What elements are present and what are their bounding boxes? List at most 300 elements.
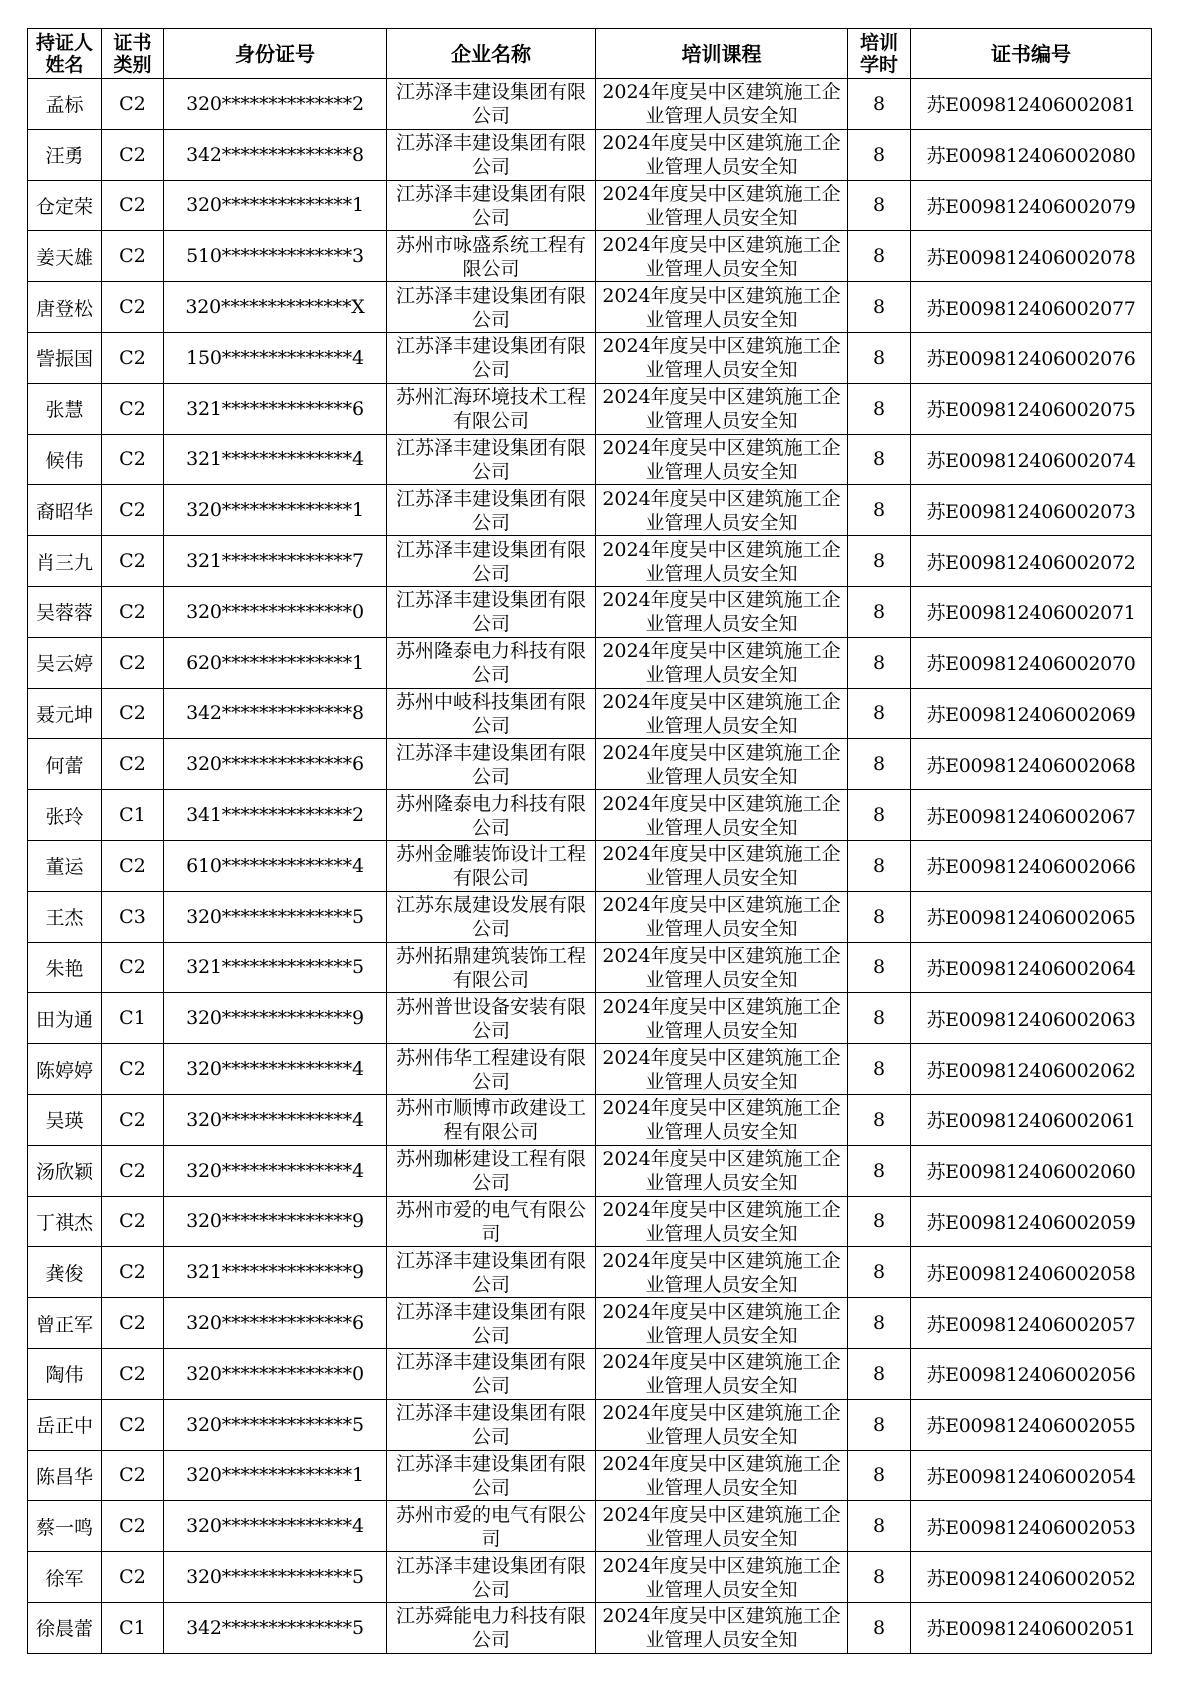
table-row	[28, 1602, 1152, 1653]
course-cell	[596, 942, 848, 993]
company-cell	[387, 1196, 596, 1247]
cert-type-cell: C2	[102, 1145, 164, 1196]
hours-cell: 8	[848, 840, 911, 891]
holder-name-cell: 吴云婷	[28, 637, 102, 688]
company-cell	[387, 739, 596, 790]
cert-type-cell: C3	[102, 891, 164, 942]
table-row	[28, 1145, 1152, 1196]
table-row	[28, 840, 1152, 891]
company-cell	[387, 1094, 596, 1145]
cert-type-cell: C2	[102, 1247, 164, 1298]
company-cell	[387, 1298, 596, 1349]
cert-type-cell: C2	[102, 383, 164, 434]
hours-cell: 8	[848, 1602, 911, 1653]
company-cell	[387, 790, 596, 841]
cert-number-cell: 苏E009812406002057	[911, 1298, 1152, 1349]
hours-cell: 8	[848, 1145, 911, 1196]
holder-name-cell: 陈昌华	[28, 1450, 102, 1501]
hours-cell: 8	[848, 688, 911, 739]
company-text: 苏州市爱的电气有限公司	[395, 1503, 586, 1550]
cert-number-cell: 苏E009812406002060	[911, 1145, 1152, 1196]
course-text: 2024年度吴中区建筑施工企业管理人员安全知	[602, 589, 841, 636]
id-number-cell: 610**************4	[164, 840, 387, 891]
holder-name-cell: 何蕾	[28, 739, 102, 790]
table-header-row	[28, 29, 1152, 79]
company-text: 苏州伟华工程建设有限公司	[395, 1046, 586, 1093]
course-text: 2024年度吴中区建筑施工企业管理人员安全知	[602, 640, 841, 687]
hours-cell: 8	[848, 1094, 911, 1145]
course-text: 2024年度吴中区建筑施工企业管理人员安全知	[602, 436, 841, 483]
company-text: 苏州珈彬建设工程有限公司	[395, 1148, 586, 1195]
hours-cell: 8	[848, 1501, 911, 1552]
cert-number-cell: 苏E009812406002070	[911, 637, 1152, 688]
cert-number-cell: 苏E009812406002055	[911, 1399, 1152, 1450]
cert-type-cell: C2	[102, 332, 164, 383]
company-text: 江苏泽丰建设集团有限公司	[395, 589, 586, 636]
cert-type-cell: C2	[102, 434, 164, 485]
company-text: 江苏泽丰建设集团有限公司	[395, 538, 586, 585]
company-cell	[387, 1602, 596, 1653]
cert-number-cell: 苏E009812406002077	[911, 282, 1152, 333]
holder-name-cell: 陈婷婷	[28, 1044, 102, 1095]
cert-type-cell: C1	[102, 993, 164, 1044]
company-cell	[387, 180, 596, 231]
holder-name-cell: 蔡一鸣	[28, 1501, 102, 1552]
course-cell	[596, 586, 848, 637]
course-cell	[596, 129, 848, 180]
hours-cell: 8	[848, 129, 911, 180]
certificate-table	[27, 28, 1152, 1654]
hours-cell: 8	[848, 332, 911, 383]
company-cell	[387, 840, 596, 891]
course-cell	[596, 1044, 848, 1095]
hours-cell: 8	[848, 1298, 911, 1349]
company-text: 江苏泽丰建设集团有限公司	[395, 1452, 586, 1499]
cert-type-cell: C2	[102, 536, 164, 587]
company-text: 江苏泽丰建设集团有限公司	[395, 1351, 586, 1398]
id-number-cell: 320**************9	[164, 1196, 387, 1247]
holder-name-cell: 姜天雄	[28, 231, 102, 282]
cert-type-cell: C2	[102, 1196, 164, 1247]
holder-name-cell: 孟标	[28, 79, 102, 130]
course-text: 2024年度吴中区建筑施工企业管理人员安全知	[602, 335, 841, 382]
cert-type-cell: C2	[102, 485, 164, 536]
table-row	[28, 993, 1152, 1044]
id-number-cell: 320**************1	[164, 1450, 387, 1501]
table-row	[28, 1247, 1152, 1298]
table-row	[28, 1450, 1152, 1501]
cert-type-cell: C2	[102, 739, 164, 790]
course-text: 2024年度吴中区建筑施工企业管理人员安全知	[602, 233, 841, 280]
company-text: 苏州普世设备安装有限公司	[395, 995, 586, 1042]
hours-cell: 8	[848, 1399, 911, 1450]
course-cell	[596, 79, 848, 130]
id-number-cell: 320**************4	[164, 1044, 387, 1095]
company-cell	[387, 332, 596, 383]
course-text: 2024年度吴中区建筑施工企业管理人员安全知	[602, 182, 841, 229]
holder-name-cell: 王杰	[28, 891, 102, 942]
hours-cell: 8	[848, 1196, 911, 1247]
company-cell	[387, 485, 596, 536]
course-cell	[596, 1196, 848, 1247]
company-cell	[387, 586, 596, 637]
cert-number-cell: 苏E009812406002061	[911, 1094, 1152, 1145]
company-cell	[387, 942, 596, 993]
header-company: 企业名称	[387, 29, 596, 79]
company-text: 江苏泽丰建设集团有限公司	[395, 284, 586, 331]
course-cell	[596, 1298, 848, 1349]
course-cell	[596, 332, 848, 383]
course-cell	[596, 739, 848, 790]
id-number-cell: 320**************0	[164, 586, 387, 637]
table-row	[28, 383, 1152, 434]
header-course: 培训课程	[596, 29, 848, 79]
hours-cell: 8	[848, 637, 911, 688]
company-text: 江苏泽丰建设集团有限公司	[395, 81, 586, 128]
id-number-cell: 342**************8	[164, 129, 387, 180]
cert-number-cell: 苏E009812406002059	[911, 1196, 1152, 1247]
cert-number-cell: 苏E009812406002080	[911, 129, 1152, 180]
holder-name-cell: 仓定荣	[28, 180, 102, 231]
table-row	[28, 739, 1152, 790]
id-number-cell: 320**************4	[164, 1501, 387, 1552]
hours-cell: 8	[848, 1450, 911, 1501]
company-cell	[387, 1399, 596, 1450]
table-row	[28, 1501, 1152, 1552]
cert-type-cell: C2	[102, 129, 164, 180]
cert-number-cell: 苏E009812406002062	[911, 1044, 1152, 1095]
table-row	[28, 434, 1152, 485]
cert-number-cell: 苏E009812406002056	[911, 1348, 1152, 1399]
id-number-cell: 320**************5	[164, 1552, 387, 1603]
holder-name-cell: 肖三九	[28, 536, 102, 587]
cert-type-cell: C2	[102, 180, 164, 231]
cert-type-cell: C2	[102, 1552, 164, 1603]
company-cell	[387, 129, 596, 180]
company-text: 苏州中岐科技集团有限公司	[395, 690, 586, 737]
cert-type-cell: C2	[102, 1298, 164, 1349]
course-cell	[596, 637, 848, 688]
company-text: 苏州金雕装饰设计工程有限公司	[395, 843, 586, 890]
company-cell	[387, 1552, 596, 1603]
company-text: 江苏泽丰建设集团有限公司	[395, 335, 586, 382]
header-hours: 培训 学时	[848, 29, 911, 79]
id-number-cell: 320**************6	[164, 739, 387, 790]
holder-name-cell: 徐军	[28, 1552, 102, 1603]
company-cell	[387, 688, 596, 739]
id-number-cell: 510**************3	[164, 231, 387, 282]
company-text: 苏州汇海环境技术工程有限公司	[395, 386, 586, 433]
course-text: 2024年度吴中区建筑施工企业管理人员安全知	[602, 1605, 841, 1652]
course-cell	[596, 993, 848, 1044]
course-text: 2024年度吴中区建筑施工企业管理人员安全知	[602, 1452, 841, 1499]
hours-cell: 8	[848, 1247, 911, 1298]
company-text: 江苏泽丰建设集团有限公司	[395, 132, 586, 179]
hours-cell: 8	[848, 1348, 911, 1399]
company-cell	[387, 891, 596, 942]
company-cell	[387, 536, 596, 587]
course-cell	[596, 282, 848, 333]
company-text: 苏州市顺博市政建设工程有限公司	[395, 1097, 586, 1144]
table-body	[28, 79, 1152, 1654]
cert-type-cell: C2	[102, 1044, 164, 1095]
cert-number-cell: 苏E009812406002051	[911, 1602, 1152, 1653]
table-row	[28, 790, 1152, 841]
company-text: 苏州隆泰电力科技有限公司	[395, 792, 586, 839]
holder-name-cell: 岳正中	[28, 1399, 102, 1450]
cert-number-cell: 苏E009812406002075	[911, 383, 1152, 434]
course-cell	[596, 688, 848, 739]
id-number-cell: 341**************2	[164, 790, 387, 841]
cert-type-cell: C2	[102, 1399, 164, 1450]
cert-type-cell: C2	[102, 282, 164, 333]
holder-name-cell: 唐登松	[28, 282, 102, 333]
company-cell	[387, 1348, 596, 1399]
holder-name-cell: 陶伟	[28, 1348, 102, 1399]
course-cell	[596, 1145, 848, 1196]
holder-name-cell: 吴瑛	[28, 1094, 102, 1145]
id-number-cell: 620**************1	[164, 637, 387, 688]
hours-cell: 8	[848, 1044, 911, 1095]
course-cell	[596, 1552, 848, 1603]
table-row	[28, 1552, 1152, 1603]
cert-number-cell: 苏E009812406002072	[911, 536, 1152, 587]
course-cell	[596, 1501, 848, 1552]
holder-name-cell: 裔昭华	[28, 485, 102, 536]
id-number-cell: 320**************4	[164, 1145, 387, 1196]
id-number-cell: 321**************9	[164, 1247, 387, 1298]
company-text: 江苏泽丰建设集团有限公司	[395, 182, 586, 229]
table-row	[28, 586, 1152, 637]
cert-number-cell: 苏E009812406002067	[911, 790, 1152, 841]
company-cell	[387, 1145, 596, 1196]
company-text: 苏州拓鼎建筑装饰工程有限公司	[395, 944, 586, 991]
id-number-cell: 320**************2	[164, 79, 387, 130]
table-row	[28, 332, 1152, 383]
company-text: 苏州市咏盛系统工程有限公司	[395, 233, 586, 280]
course-text: 2024年度吴中区建筑施工企业管理人员安全知	[602, 995, 841, 1042]
course-text: 2024年度吴中区建筑施工企业管理人员安全知	[602, 284, 841, 331]
id-number-cell: 320**************5	[164, 1399, 387, 1450]
table-row	[28, 282, 1152, 333]
cert-number-cell: 苏E009812406002066	[911, 840, 1152, 891]
cert-number-cell: 苏E009812406002068	[911, 739, 1152, 790]
cert-number-cell: 苏E009812406002063	[911, 993, 1152, 1044]
course-text: 2024年度吴中区建筑施工企业管理人员安全知	[602, 1402, 841, 1449]
cert-type-cell: C2	[102, 1501, 164, 1552]
id-number-cell: 320**************1	[164, 485, 387, 536]
cert-number-cell: 苏E009812406002078	[911, 231, 1152, 282]
course-cell	[596, 536, 848, 587]
cert-type-cell: C2	[102, 79, 164, 130]
company-cell	[387, 993, 596, 1044]
company-text: 江苏舜能电力科技有限公司	[395, 1605, 586, 1652]
hours-cell: 8	[848, 231, 911, 282]
course-cell	[596, 1348, 848, 1399]
course-cell	[596, 840, 848, 891]
id-number-cell: 150**************4	[164, 332, 387, 383]
company-cell	[387, 1450, 596, 1501]
table-row	[28, 79, 1152, 130]
course-cell	[596, 1399, 848, 1450]
course-text: 2024年度吴中区建筑施工企业管理人员安全知	[602, 538, 841, 585]
id-number-cell: 320**************0	[164, 1348, 387, 1399]
company-cell	[387, 383, 596, 434]
company-cell	[387, 282, 596, 333]
company-text: 江苏泽丰建设集团有限公司	[395, 1249, 586, 1296]
course-text: 2024年度吴中区建筑施工企业管理人员安全知	[602, 894, 841, 941]
cert-number-cell: 苏E009812406002071	[911, 586, 1152, 637]
holder-name-cell: 曾正军	[28, 1298, 102, 1349]
cert-type-cell: C2	[102, 840, 164, 891]
holder-name-cell: 田为通	[28, 993, 102, 1044]
course-cell	[596, 434, 848, 485]
company-cell	[387, 1501, 596, 1552]
holder-name-cell: 聂元坤	[28, 688, 102, 739]
company-text: 江苏泽丰建设集团有限公司	[395, 741, 586, 788]
holder-name-cell: 吴蓉蓉	[28, 586, 102, 637]
course-text: 2024年度吴中区建筑施工企业管理人员安全知	[602, 1249, 841, 1296]
company-cell	[387, 79, 596, 130]
company-cell	[387, 637, 596, 688]
hours-cell: 8	[848, 942, 911, 993]
hours-cell: 8	[848, 180, 911, 231]
id-number-cell: 321**************6	[164, 383, 387, 434]
company-text: 江苏泽丰建设集团有限公司	[395, 1300, 586, 1347]
hours-cell: 8	[848, 383, 911, 434]
cert-number-cell: 苏E009812406002052	[911, 1552, 1152, 1603]
table-row	[28, 180, 1152, 231]
cert-type-cell: C1	[102, 790, 164, 841]
course-cell	[596, 1247, 848, 1298]
holder-name-cell: 訾振国	[28, 332, 102, 383]
holder-name-cell: 候伟	[28, 434, 102, 485]
course-text: 2024年度吴中区建筑施工企业管理人员安全知	[602, 1148, 841, 1195]
cert-number-cell: 苏E009812406002054	[911, 1450, 1152, 1501]
table-row	[28, 688, 1152, 739]
course-text: 2024年度吴中区建筑施工企业管理人员安全知	[602, 944, 841, 991]
table-row	[28, 1094, 1152, 1145]
table-row	[28, 942, 1152, 993]
table-row	[28, 231, 1152, 282]
id-number-cell: 320**************9	[164, 993, 387, 1044]
id-number-cell: 320**************1	[164, 180, 387, 231]
id-number-cell: 321**************5	[164, 942, 387, 993]
holder-name-cell: 张慧	[28, 383, 102, 434]
course-cell	[596, 485, 848, 536]
hours-cell: 8	[848, 79, 911, 130]
holder-name-cell: 汤欣颖	[28, 1145, 102, 1196]
cert-number-cell: 苏E009812406002081	[911, 79, 1152, 130]
course-cell	[596, 790, 848, 841]
course-cell	[596, 1450, 848, 1501]
holder-name-cell: 龚俊	[28, 1247, 102, 1298]
course-cell	[596, 231, 848, 282]
cert-number-cell: 苏E009812406002058	[911, 1247, 1152, 1298]
company-cell	[387, 434, 596, 485]
course-cell	[596, 1094, 848, 1145]
id-number-cell: 342**************8	[164, 688, 387, 739]
course-text: 2024年度吴中区建筑施工企业管理人员安全知	[602, 1300, 841, 1347]
hours-cell: 8	[848, 536, 911, 587]
hours-cell: 8	[848, 739, 911, 790]
cert-number-cell: 苏E009812406002069	[911, 688, 1152, 739]
id-number-cell: 320**************6	[164, 1298, 387, 1349]
company-text: 江苏泽丰建设集团有限公司	[395, 487, 586, 534]
table-row	[28, 485, 1152, 536]
holder-name-cell: 张玲	[28, 790, 102, 841]
hours-cell: 8	[848, 891, 911, 942]
hours-cell: 8	[848, 586, 911, 637]
table-row	[28, 1298, 1152, 1349]
holder-name-cell: 丁祺杰	[28, 1196, 102, 1247]
header-cert-type: 证书 类别	[102, 29, 164, 79]
header-cert-number: 证书编号	[911, 29, 1152, 79]
company-text: 江苏泽丰建设集团有限公司	[395, 436, 586, 483]
table-row	[28, 1399, 1152, 1450]
cert-type-cell: C2	[102, 1450, 164, 1501]
course-text: 2024年度吴中区建筑施工企业管理人员安全知	[602, 1503, 841, 1550]
holder-name-cell: 汪勇	[28, 129, 102, 180]
cert-number-cell: 苏E009812406002064	[911, 942, 1152, 993]
course-text: 2024年度吴中区建筑施工企业管理人员安全知	[602, 690, 841, 737]
cert-number-cell: 苏E009812406002076	[911, 332, 1152, 383]
holder-name-cell: 董运	[28, 840, 102, 891]
holder-name-cell: 朱艳	[28, 942, 102, 993]
company-text: 江苏泽丰建设集团有限公司	[395, 1554, 586, 1601]
company-cell	[387, 1247, 596, 1298]
hours-cell: 8	[848, 1552, 911, 1603]
hours-cell: 8	[848, 434, 911, 485]
table-row	[28, 536, 1152, 587]
cert-type-cell: C2	[102, 586, 164, 637]
cert-number-cell: 苏E009812406002053	[911, 1501, 1152, 1552]
course-text: 2024年度吴中区建筑施工企业管理人员安全知	[602, 741, 841, 788]
cert-number-cell: 苏E009812406002073	[911, 485, 1152, 536]
cert-type-cell: C2	[102, 1094, 164, 1145]
cert-type-cell: C2	[102, 942, 164, 993]
table-row	[28, 1196, 1152, 1247]
holder-name-cell: 徐晨蕾	[28, 1602, 102, 1653]
table-row	[28, 637, 1152, 688]
id-number-cell: 342**************5	[164, 1602, 387, 1653]
cert-type-cell: C1	[102, 1602, 164, 1653]
course-text: 2024年度吴中区建筑施工企业管理人员安全知	[602, 1046, 841, 1093]
course-text: 2024年度吴中区建筑施工企业管理人员安全知	[602, 1351, 841, 1398]
cert-type-cell: C2	[102, 231, 164, 282]
header-id-number: 身份证号	[164, 29, 387, 79]
cert-type-cell: C2	[102, 1348, 164, 1399]
hours-cell: 8	[848, 282, 911, 333]
cert-number-cell: 苏E009812406002079	[911, 180, 1152, 231]
course-cell	[596, 383, 848, 434]
course-cell	[596, 891, 848, 942]
id-number-cell: 320**************4	[164, 1094, 387, 1145]
header-holder-name: 持证人 姓名	[28, 29, 102, 79]
course-text: 2024年度吴中区建筑施工企业管理人员安全知	[602, 1198, 841, 1245]
cert-type-cell: C2	[102, 688, 164, 739]
id-number-cell: 321**************7	[164, 536, 387, 587]
table-row	[28, 891, 1152, 942]
company-text: 苏州隆泰电力科技有限公司	[395, 640, 586, 687]
id-number-cell: 320**************5	[164, 891, 387, 942]
hours-cell: 8	[848, 993, 911, 1044]
cert-type-cell: C2	[102, 637, 164, 688]
course-text: 2024年度吴中区建筑施工企业管理人员安全知	[602, 843, 841, 890]
company-text: 苏州市爱的电气有限公司	[395, 1198, 586, 1245]
course-text: 2024年度吴中区建筑施工企业管理人员安全知	[602, 1554, 841, 1601]
company-cell	[387, 231, 596, 282]
